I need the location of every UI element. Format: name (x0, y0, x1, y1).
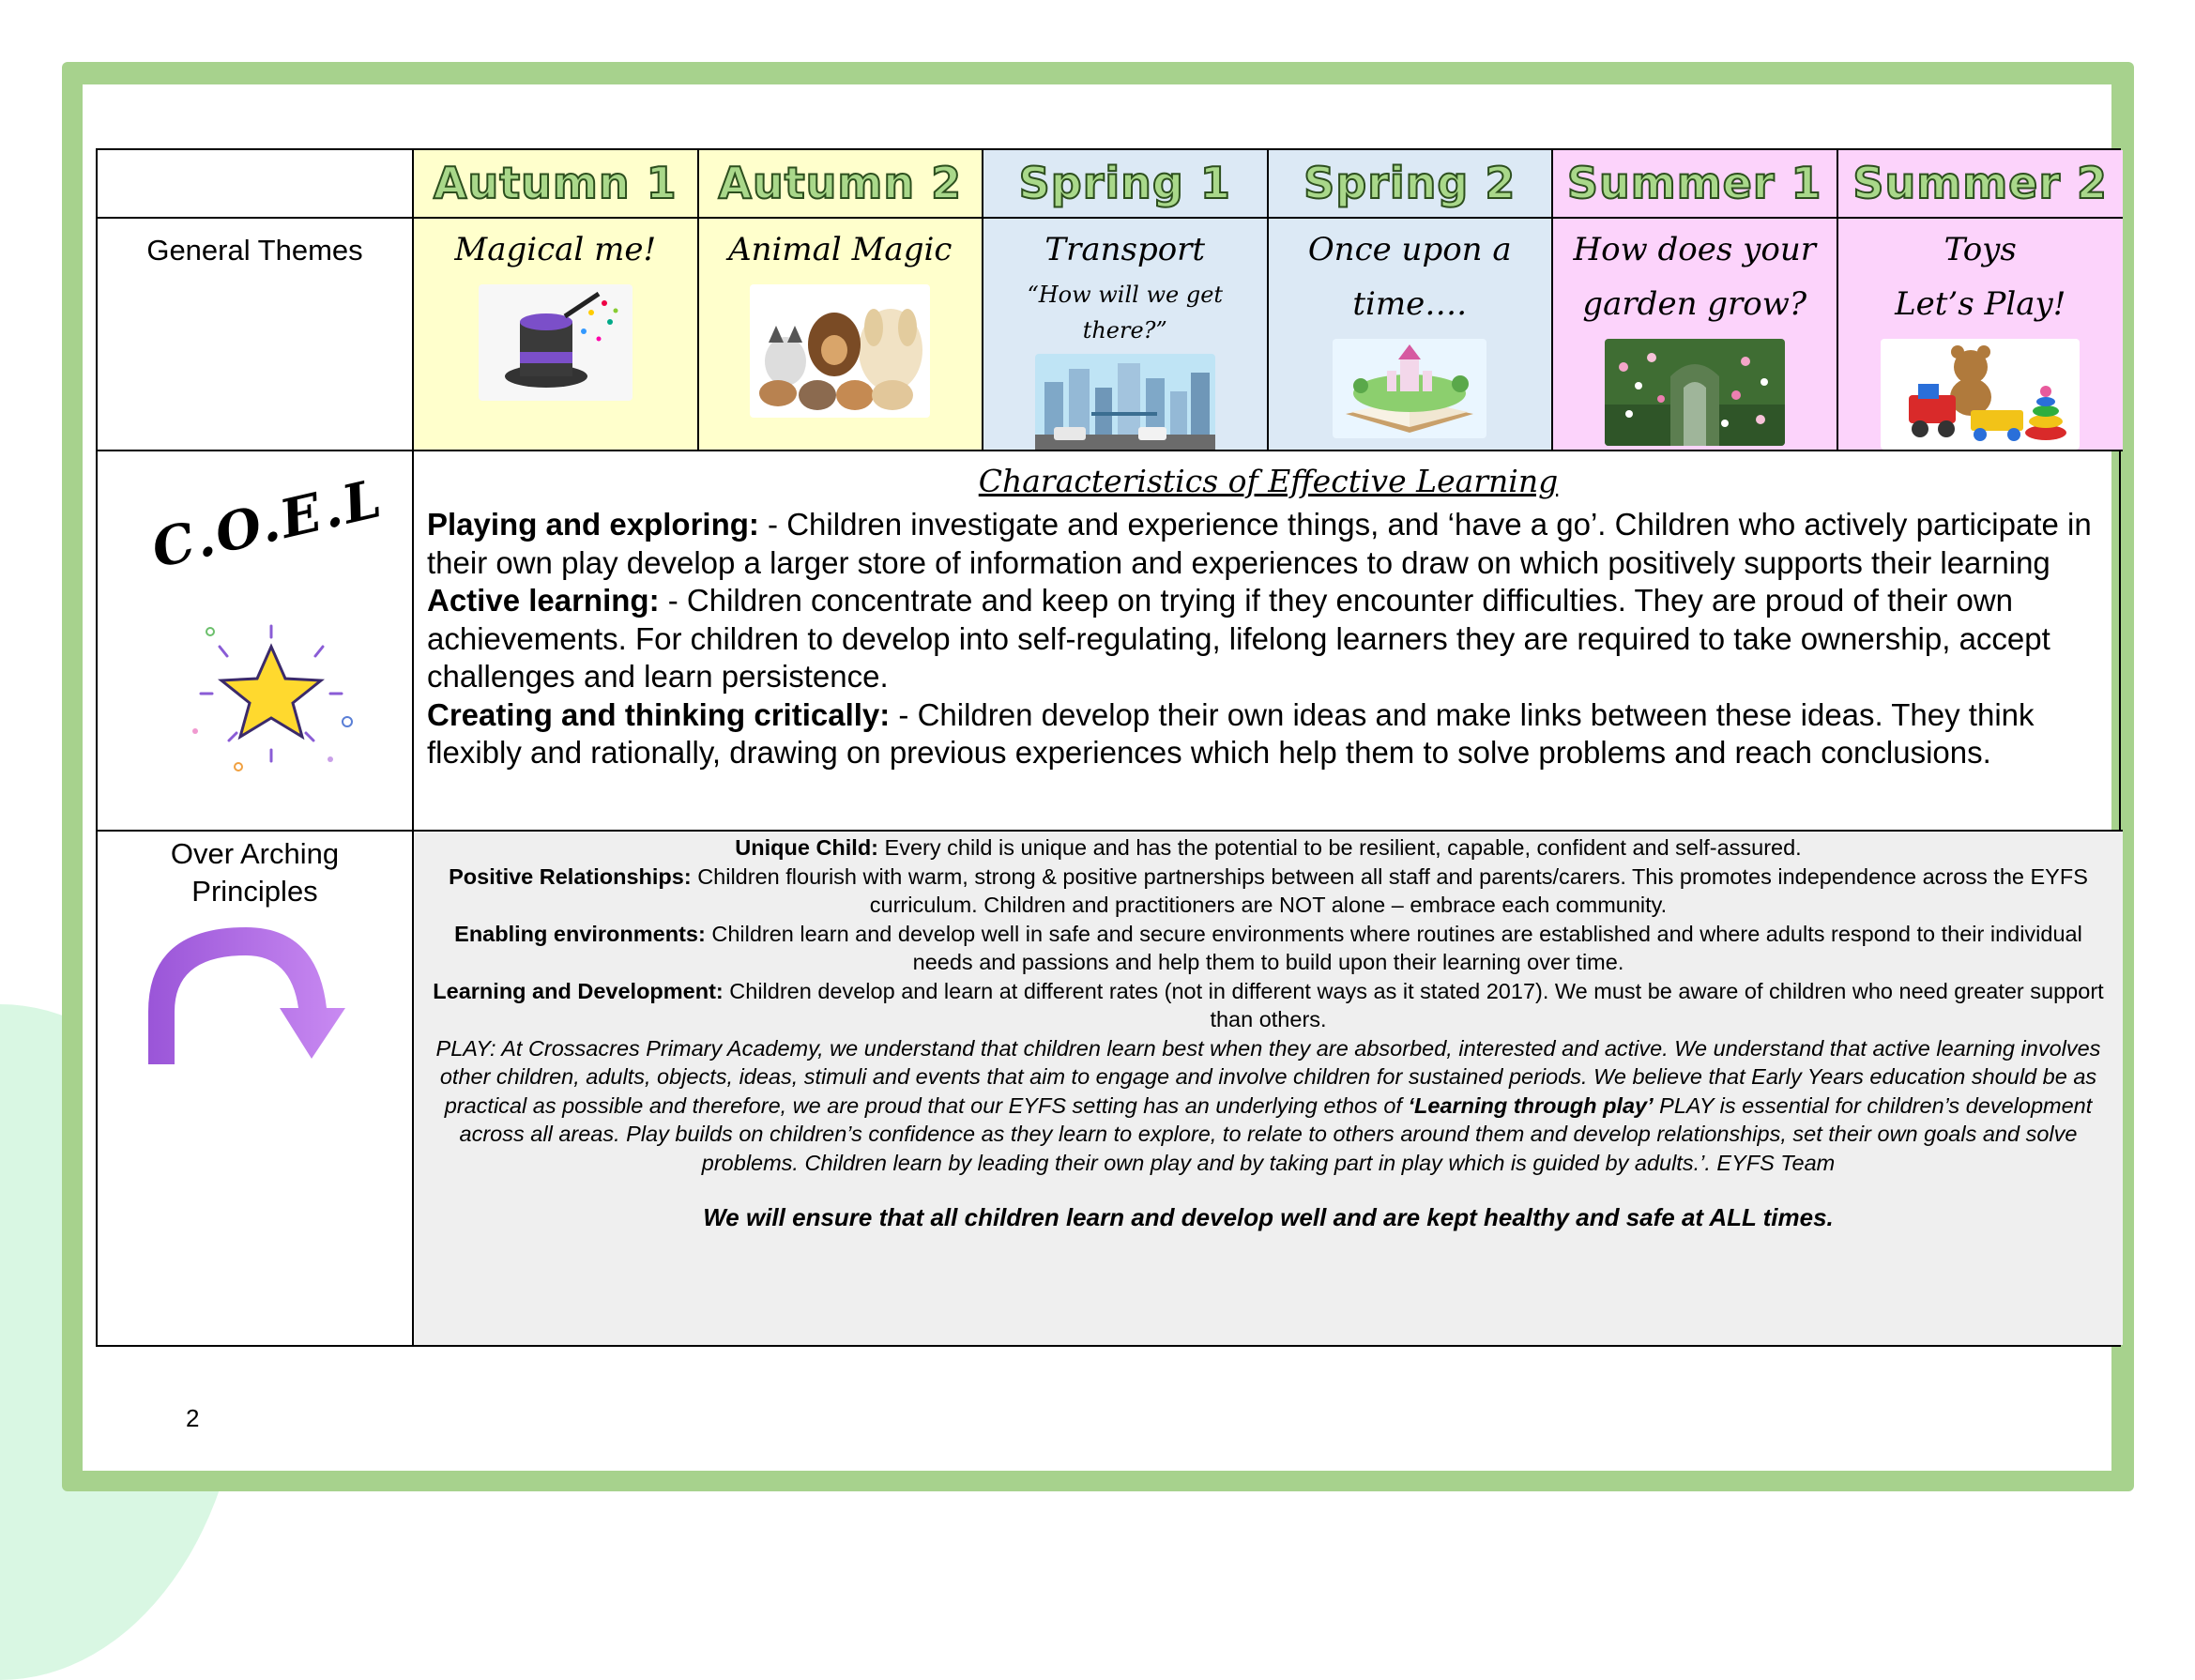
coel-item-playing-exploring (427, 506, 2110, 582)
coel-heading: Characteristics of Effective Learning (978, 463, 1559, 499)
principle-learning-development (423, 977, 2113, 1034)
star-icon (182, 619, 360, 778)
theme-cell-spring-2 (1269, 219, 1554, 451)
toys-photo (1881, 339, 2080, 450)
over-arching-label-cell (98, 832, 414, 1345)
theme-title: Animal Magic (728, 231, 953, 268)
season-header-autumn-1: Autumn 1 (414, 150, 699, 219)
theme-cell-summer-2 (1838, 219, 2124, 451)
principle-text: Every child is unique and has the potential to be resilient, capable, confident and self-assured. (878, 835, 1802, 860)
curved-arrow-icon (143, 918, 368, 1068)
curriculum-table (96, 148, 2121, 1347)
coel-label-cell (98, 451, 414, 832)
principle-enabling-environments (423, 920, 2113, 977)
principle-text: Children develop and learn at different rates (not in different ways as it stated 2017). We must be aware of children who need greater support than others. (723, 978, 2104, 1031)
theme-cell-spring-1 (983, 219, 1269, 451)
coel-term: Creating and thinking critically: (427, 696, 891, 732)
storybook-castle-picture (1333, 339, 1486, 438)
general-themes-label: General Themes (98, 219, 414, 451)
play-text: PLAY: At Crossacres Primary Academy, we understand that children learn best when they are absorbed, interested and active. We understand that active learning involves other children, adults, objects, ideas, stimuli and events that aim to engage and involve children for sustained periods. We believe that Early Years education should be as practical as possible and therefore, we are proud that our EYFS setting has an underlying ethos of (435, 1035, 2101, 1118)
coel-term: Playing and exploring: (427, 507, 759, 542)
play-emphasis: ‘Learning through play’ (1408, 1092, 1654, 1118)
principle-text: Children flourish with warm, strong & positive partnerships between all staff and parents/carers. This promotes independence across the EYFS curriculum. Children and practitioners are NOT alone – embrace each community. (691, 863, 2088, 917)
coel-label: C.O.E.L (145, 466, 389, 581)
principle-term: Enabling environments: (454, 921, 706, 946)
play-text: PLAY is essential for children’s development across all areas. Play builds on children’s confidence as they learn to explore, to relate to others around them and develop relationships, set their own goals and solve problems. Children learn by leading their own play and by taking part in play which is guided by adults.’. EYFS Team (459, 1092, 2093, 1175)
city-transport-picture (1035, 354, 1215, 451)
coel-term: Active learning: (427, 583, 660, 618)
season-header-autumn-2: Autumn 2 (699, 150, 984, 219)
principle-term: Learning and Development: (433, 978, 724, 1003)
coel-text: - Children develop their own ideas and make links between these ideas. They think flexibly and rationally, drawing on previous experiences which help them to solve problems and reach conclusions. (427, 696, 2035, 770)
header-blank-cell (98, 150, 414, 219)
season-header-summer-1: Summer 1 (1553, 150, 1838, 219)
theme-title: Once upon a time…. (1307, 231, 1512, 323)
coel-text: - Children concentrate and keep on trying if they encounter difficulties. They are proud of their own achievements. For children to develop into self-regulating, lifelong learners they are required to take ownership, accept challenges and learn persistence. (427, 583, 2050, 694)
principles-content (414, 832, 2123, 1345)
closing-statement: We will ensure that all children learn and develop well and are kept healthy and safe at ALL times. (703, 1203, 1834, 1231)
season-header-spring-1: Spring 1 (983, 150, 1269, 219)
theme-title: Magical me! (454, 231, 657, 268)
theme-subtitle: “How will we get there?” (1027, 282, 1224, 344)
season-header-summer-2: Summer 2 (1838, 150, 2124, 219)
theme-cell-autumn-2 (699, 219, 984, 451)
play-statement (423, 1034, 2113, 1178)
principle-term: Unique Child: (735, 835, 879, 860)
magic-hat-icon (479, 284, 633, 401)
principle-text: Children learn and develop well in safe and secure environments where routines are established and where adults respond to their individual needs and passions and help them to build upon their learning over time. (705, 921, 2082, 974)
coel-text: - Children investigate and experience things, and ‘have a go’. Children who actively participate in their own play develop a larger store of information and experiences to draw on which positively supports their learning (427, 507, 2092, 580)
animals-photo (750, 284, 930, 418)
theme-cell-autumn-1 (414, 219, 699, 451)
principle-unique-child (423, 833, 2113, 863)
theme-title: How does your garden grow? (1573, 231, 1816, 323)
season-header-spring-2: Spring 2 (1269, 150, 1554, 219)
principle-positive-relationships (423, 863, 2113, 920)
theme-cell-summer-1 (1553, 219, 1838, 451)
coel-item-active-learning (427, 582, 2110, 696)
principle-term: Positive Relationships: (449, 863, 692, 889)
coel-content (414, 451, 2123, 832)
garden-photo (1605, 339, 1785, 446)
theme-title: Toys Let’s Play! (1895, 231, 2066, 323)
coel-item-creating-thinking (427, 696, 2110, 772)
page-number: 2 (186, 1404, 200, 1432)
theme-title: Transport (1044, 231, 1206, 268)
over-arching-label: Over Arching Principles (170, 837, 340, 908)
